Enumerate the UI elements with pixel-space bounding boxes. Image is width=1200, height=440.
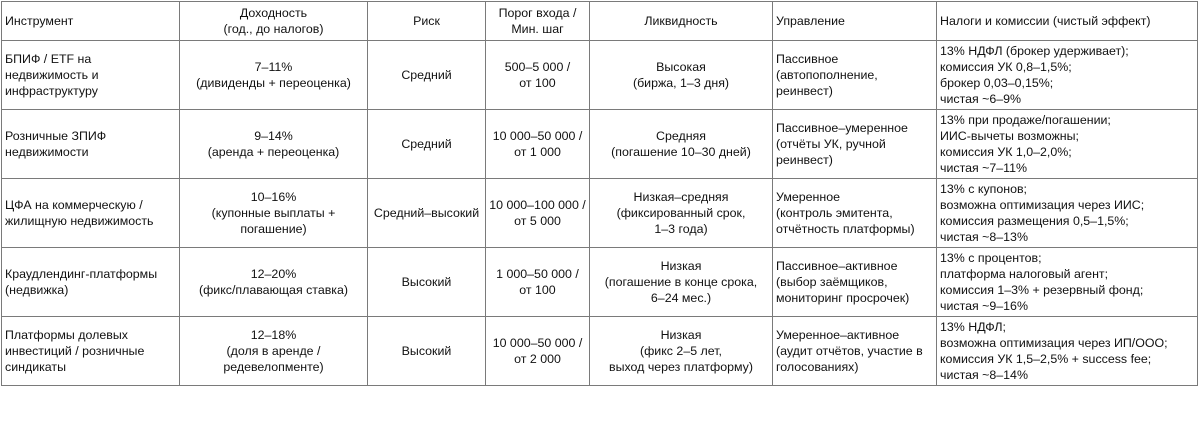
cell-text-line: жилищную недвижимость [5, 214, 154, 228]
header-management [773, 2, 937, 41]
cell-text-line: 10–16% [250, 190, 297, 204]
header-label-line: Налоги и комиссии (чистый эффект) [940, 14, 1151, 28]
cell-text-line: ЦФА на коммерческую / [5, 198, 143, 212]
cell-text-line: Низкая [660, 328, 702, 342]
cell-text-line: Высокий [401, 344, 452, 358]
cell-text-line: голосованиях) [776, 360, 859, 374]
yield-cell [180, 317, 368, 386]
header-yield [180, 2, 368, 41]
cell-text-line: 500–5 000 / [504, 60, 571, 74]
cell-text-line: 10 000–50 000 / [492, 129, 583, 143]
cell-text-line: БПИФ / ETF на [5, 52, 92, 66]
cell-text-line: погашение) [240, 222, 307, 236]
cell-text-line: Пассивное–умеренное [776, 121, 908, 135]
header-label-line: Мин. шаг [511, 22, 564, 36]
cell-text-line: 10 000–100 000 / [489, 198, 586, 212]
cell-text-line: недвижимость и [5, 68, 99, 82]
entry-threshold-cell [486, 110, 590, 179]
cell-text-line: реинвест) [776, 84, 833, 98]
cell-text-line: чистая ~9–16% [940, 299, 1028, 313]
entry-threshold-cell [486, 248, 590, 317]
cell-text-line: (аудит отчётов, участие в [776, 344, 923, 358]
cell-text-line: возможна оптимизация через ИИС; [940, 198, 1145, 212]
management-cell [773, 41, 937, 110]
cell-text-line: чистая ~6–9% [940, 92, 1022, 106]
cell-text-line: Средний–высокий [373, 206, 480, 220]
cell-text-line: (биржа, 1–3 дня) [632, 76, 730, 90]
table-row [2, 110, 1198, 179]
cell-text-line: 13% с процентов; [940, 251, 1042, 265]
cell-text-line: инфраструктуру [5, 84, 98, 98]
management-cell [773, 317, 937, 386]
cell-text-line: комиссия УК 1,0–2,0%; [940, 145, 1072, 159]
header-taxes [937, 2, 1198, 41]
cell-text-line: (фикс/плавающая ставка) [198, 283, 349, 297]
cell-text-line: Умеренное–активное [776, 328, 900, 342]
cell-text-line: инвестиций / розничные [5, 344, 145, 358]
cell-text-line: 7–11% [254, 60, 293, 74]
header-label-line: Инструмент [5, 14, 74, 28]
cell-text-line: чистая ~8–13% [940, 230, 1028, 244]
yield-cell [180, 41, 368, 110]
taxes-fees-cell [937, 41, 1198, 110]
cell-text-line: 10 000–50 000 / [492, 336, 583, 350]
entry-threshold-cell [486, 41, 590, 110]
cell-text-line: Краудлендинг-платформы [5, 267, 158, 281]
cell-text-line: Пассивное [776, 52, 839, 66]
cell-text-line: от 100 [519, 76, 556, 90]
instrument-cell [2, 317, 180, 386]
cell-text-line: чистая ~8–14% [940, 368, 1028, 382]
cell-text-line: комиссия УК 1,5–2,5% + success fee; [940, 352, 1152, 366]
cell-text-line: ИИС-вычеты возможны; [940, 129, 1079, 143]
cell-text-line: Средняя [656, 129, 706, 143]
cell-text-line: выход через платформу) [608, 360, 753, 374]
cell-text-line: (отчёты УК, ручной [776, 137, 886, 151]
header-label-line: (год., до налогов) [223, 22, 324, 36]
cell-text-line: (аренда + переоценка) [207, 145, 340, 159]
risk-cell [368, 317, 486, 386]
cell-text-line: Низкая [660, 259, 702, 273]
management-cell [773, 110, 937, 179]
entry-threshold-cell [486, 317, 590, 386]
header-entry [486, 2, 590, 41]
instrument-cell [2, 110, 180, 179]
cell-text-line: от 5 000 [514, 214, 561, 228]
cell-text-line: (купонные выплаты + [211, 206, 336, 220]
instrument-cell [2, 41, 180, 110]
cell-text-line: Средний [401, 68, 452, 82]
cell-text-line: 13% НДФЛ; [940, 320, 1006, 334]
taxes-fees-cell [937, 179, 1198, 248]
cell-text-line: 9–14% [254, 129, 293, 143]
cell-text-line: брокер 0,03–0,15%; [940, 76, 1054, 90]
cell-text-line: Низкая–средняя [633, 190, 729, 204]
cell-text-line: Платформы долевых [5, 328, 128, 342]
cell-text-line: (дивиденды + переоценка) [196, 76, 351, 90]
header-label-line: Порог входа / [498, 6, 577, 20]
risk-cell [368, 110, 486, 179]
comparison-table [1, 1, 1198, 386]
cell-text-line: от 2 000 [514, 352, 561, 366]
cell-text-line: (погашение 10–30 дней) [611, 145, 751, 159]
table-row [2, 179, 1198, 248]
cell-text-line: 1–3 года) [654, 222, 708, 236]
entry-threshold-cell [486, 179, 590, 248]
risk-cell [368, 248, 486, 317]
table-row [2, 317, 1198, 386]
cell-text-line: от 100 [519, 283, 556, 297]
cell-text-line: от 1 000 [514, 145, 561, 159]
liquidity-cell [590, 248, 773, 317]
instrument-cell [2, 179, 180, 248]
yield-cell [180, 248, 368, 317]
taxes-fees-cell [937, 317, 1198, 386]
cell-text-line: 1 000–50 000 / [496, 267, 579, 281]
risk-cell [368, 179, 486, 248]
table-row [2, 41, 1198, 110]
table-row [2, 248, 1198, 317]
table-body [2, 41, 1198, 386]
cell-text-line: Высокая [656, 60, 706, 74]
cell-text-line: недвижимости [5, 145, 89, 159]
management-cell [773, 179, 937, 248]
cell-text-line: (выбор заёмщиков, [776, 275, 888, 289]
cell-text-line: комиссия 1–3% + резервный фонд; [940, 283, 1144, 297]
cell-text-line: (недвижка) [5, 283, 69, 297]
liquidity-cell [590, 317, 773, 386]
cell-text-line: 13% НДФЛ (брокер удерживает); [940, 44, 1129, 58]
header-label-line: Риск [413, 14, 440, 28]
cell-text-line: (фиксированный срок, [616, 206, 746, 220]
cell-text-line: Высокий [401, 275, 452, 289]
cell-text-line: (доля в аренде / [226, 344, 321, 358]
cell-text-line: комиссия УК 0,8–1,5%; [940, 60, 1072, 74]
cell-text-line: 12–20% [250, 267, 297, 281]
cell-text-line: реинвест) [776, 153, 833, 167]
cell-text-line: 13% при продаже/погашении; [940, 113, 1111, 127]
table-header [2, 2, 1198, 41]
cell-text-line: 12–18% [250, 328, 297, 342]
liquidity-cell [590, 110, 773, 179]
cell-text-line: мониторинг просрочек) [776, 291, 910, 305]
cell-text-line: отчётность платформы) [776, 222, 915, 236]
instrument-cell [2, 248, 180, 317]
cell-text-line: (погашение в конце срока, [604, 275, 758, 289]
cell-text-line: комиссия размещения 0,5–1,5%; [940, 214, 1129, 228]
cell-text-line: Пассивное–активное [776, 259, 898, 273]
header-risk [368, 2, 486, 41]
header-liquidity [590, 2, 773, 41]
header-row [2, 2, 1198, 41]
liquidity-cell [590, 179, 773, 248]
header-label-line: Доходность [239, 6, 308, 20]
header-label-line: Ликвидность [644, 14, 718, 28]
cell-text-line: возможна оптимизация через ИП/ООО; [940, 336, 1168, 350]
cell-text-line: синдикаты [5, 360, 67, 374]
cell-text-line: редевелопменте) [223, 360, 324, 374]
management-cell [773, 248, 937, 317]
cell-text-line: Умеренное [776, 190, 840, 204]
cell-text-line: чистая ~7–11% [940, 161, 1028, 175]
yield-cell [180, 179, 368, 248]
cell-text-line: 6–24 мес.) [650, 291, 712, 305]
liquidity-cell [590, 41, 773, 110]
cell-text-line: Средний [401, 137, 452, 151]
taxes-fees-cell [937, 110, 1198, 179]
cell-text-line: 13% с купонов; [940, 182, 1027, 196]
header-label-line: Управление [776, 14, 845, 28]
risk-cell [368, 41, 486, 110]
cell-text-line: (контроль эмитента, [776, 206, 893, 220]
cell-text-line: платформа налоговый агент; [940, 267, 1109, 281]
cell-text-line: Розничные ЗПИФ [5, 129, 107, 143]
header-instrument [2, 2, 180, 41]
cell-text-line: (фикс 2–5 лет, [639, 344, 722, 358]
yield-cell [180, 110, 368, 179]
cell-text-line: (автопополнение, [776, 68, 878, 82]
taxes-fees-cell [937, 248, 1198, 317]
